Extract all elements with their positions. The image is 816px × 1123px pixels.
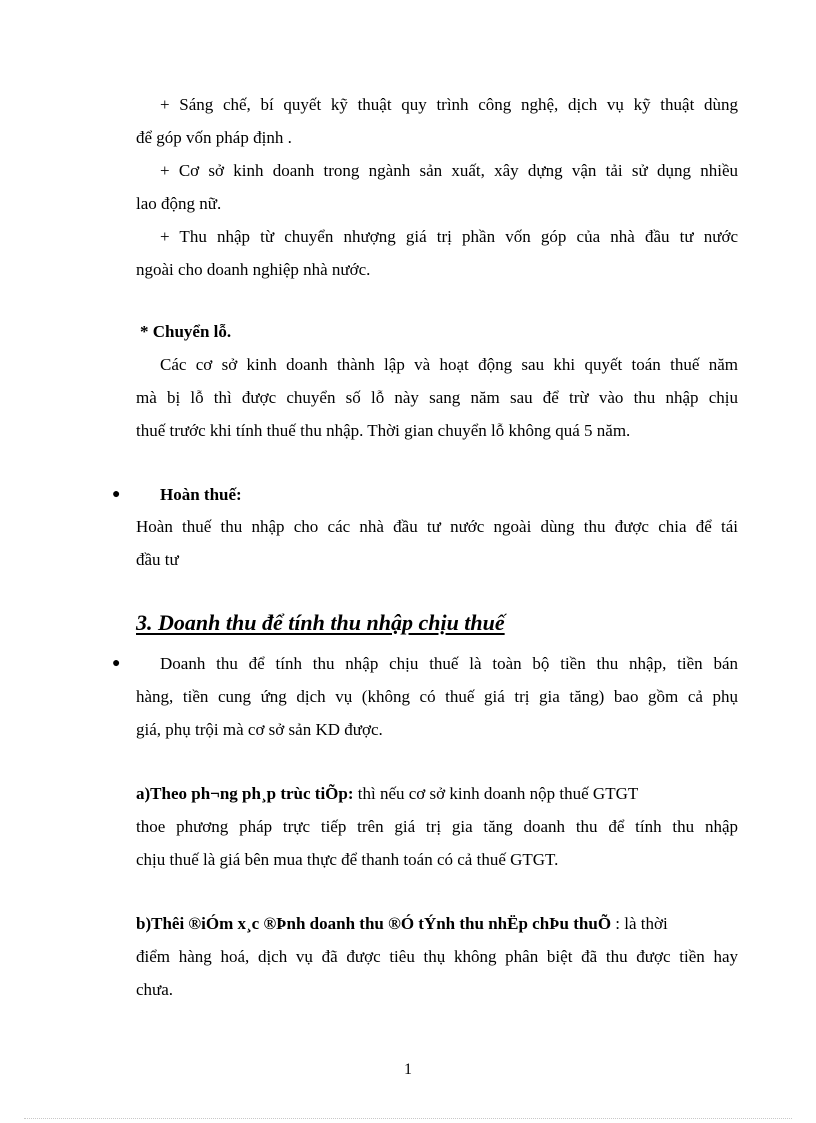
list-item-line: lao động nữ. [136,194,222,213]
list-item-line: + Cơ sở kinh doanh trong ngành sản xuất, xây dựng vận tải sử dụng nhiều [160,161,738,180]
paragraph-line: chưa. [136,980,174,999]
paragraph-line: giá, phụ trội mà cơ sở sản KD được. [136,720,383,739]
subheading-hoan-thue: Hoàn thuế: [160,485,242,504]
paragraph-text: thì nếu cơ sở kinh doanh nộp thuế GTGT [353,784,639,803]
list-item-line: + Thu nhập từ chuyển nhượng giá trị phần vốn góp của nhà đầu tư nước [160,227,738,246]
paragraph-line-a [136,783,738,805]
paragraph-line: thoe phương pháp trực tiếp trên giá trị gia tăng doanh thu để tính thu nhập [136,817,738,836]
bullet-icon: ● [112,656,121,671]
paragraph-line: mà bị lỗ thì được chuyển số lỗ này sang năm sau để trừ vào thu nhập chịu [136,388,738,407]
subheading-part-a: a)Theo ph¬ng ph¸p trùc tiÕp: [136,784,354,803]
page-bottom-border [24,1118,792,1119]
paragraph-line-b [136,913,738,935]
paragraph-line: điểm hàng hoá, dịch vụ đã được tiêu thụ không phân biệt đã thu được tiền hay [136,947,738,966]
subheading-part-b: b)Thêi ®iÓm x¸c ®Þnh doanh thu ®Ó tÝnh thu nhËp chÞu thuÕ [136,914,612,933]
list-item-line: để góp vốn pháp định . [136,128,292,147]
paragraph-text: : là thời [611,914,668,933]
page-number: 1 [404,1061,412,1078]
list-item-line: + Sáng chế, bí quyết kỹ thuật quy trình công nghệ, dịch vụ kỹ thuật dùng [160,95,738,114]
list-item-line: ngoài cho doanh nghiệp nhà nước. [136,260,371,279]
paragraph-line: thuế trước khi tính thuế thu nhập. Thời gian chuyển lỗ không quá 5 năm. [136,421,631,440]
paragraph-line: Các cơ sở kinh doanh thành lập và hoạt động sau khi quyết toán thuế năm [160,355,738,374]
section-heading: 3. Doanh thu để tính thu nhập chịu thuế [136,610,505,635]
subheading-chuyen-lo: * Chuyển lỗ. [140,322,232,341]
paragraph-line: chịu thuế là giá bên mua thực để thanh toán có cả thuế GTGT. [136,850,559,869]
paragraph-line: Doanh thu để tính thu nhập chịu thuế là toàn bộ tiền thu nhập, tiền bán [160,654,738,673]
paragraph-line: Hoàn thuế thu nhập cho các nhà đầu tư nước ngoài dùng thu được chia để tái [136,517,738,536]
paragraph-line: hàng, tiền cung ứng dịch vụ (không có thuế giá trị gia tăng) bao gồm cả phụ [136,687,738,706]
bullet-icon: ● [112,487,121,502]
paragraph-line: đầu tư [136,550,179,569]
